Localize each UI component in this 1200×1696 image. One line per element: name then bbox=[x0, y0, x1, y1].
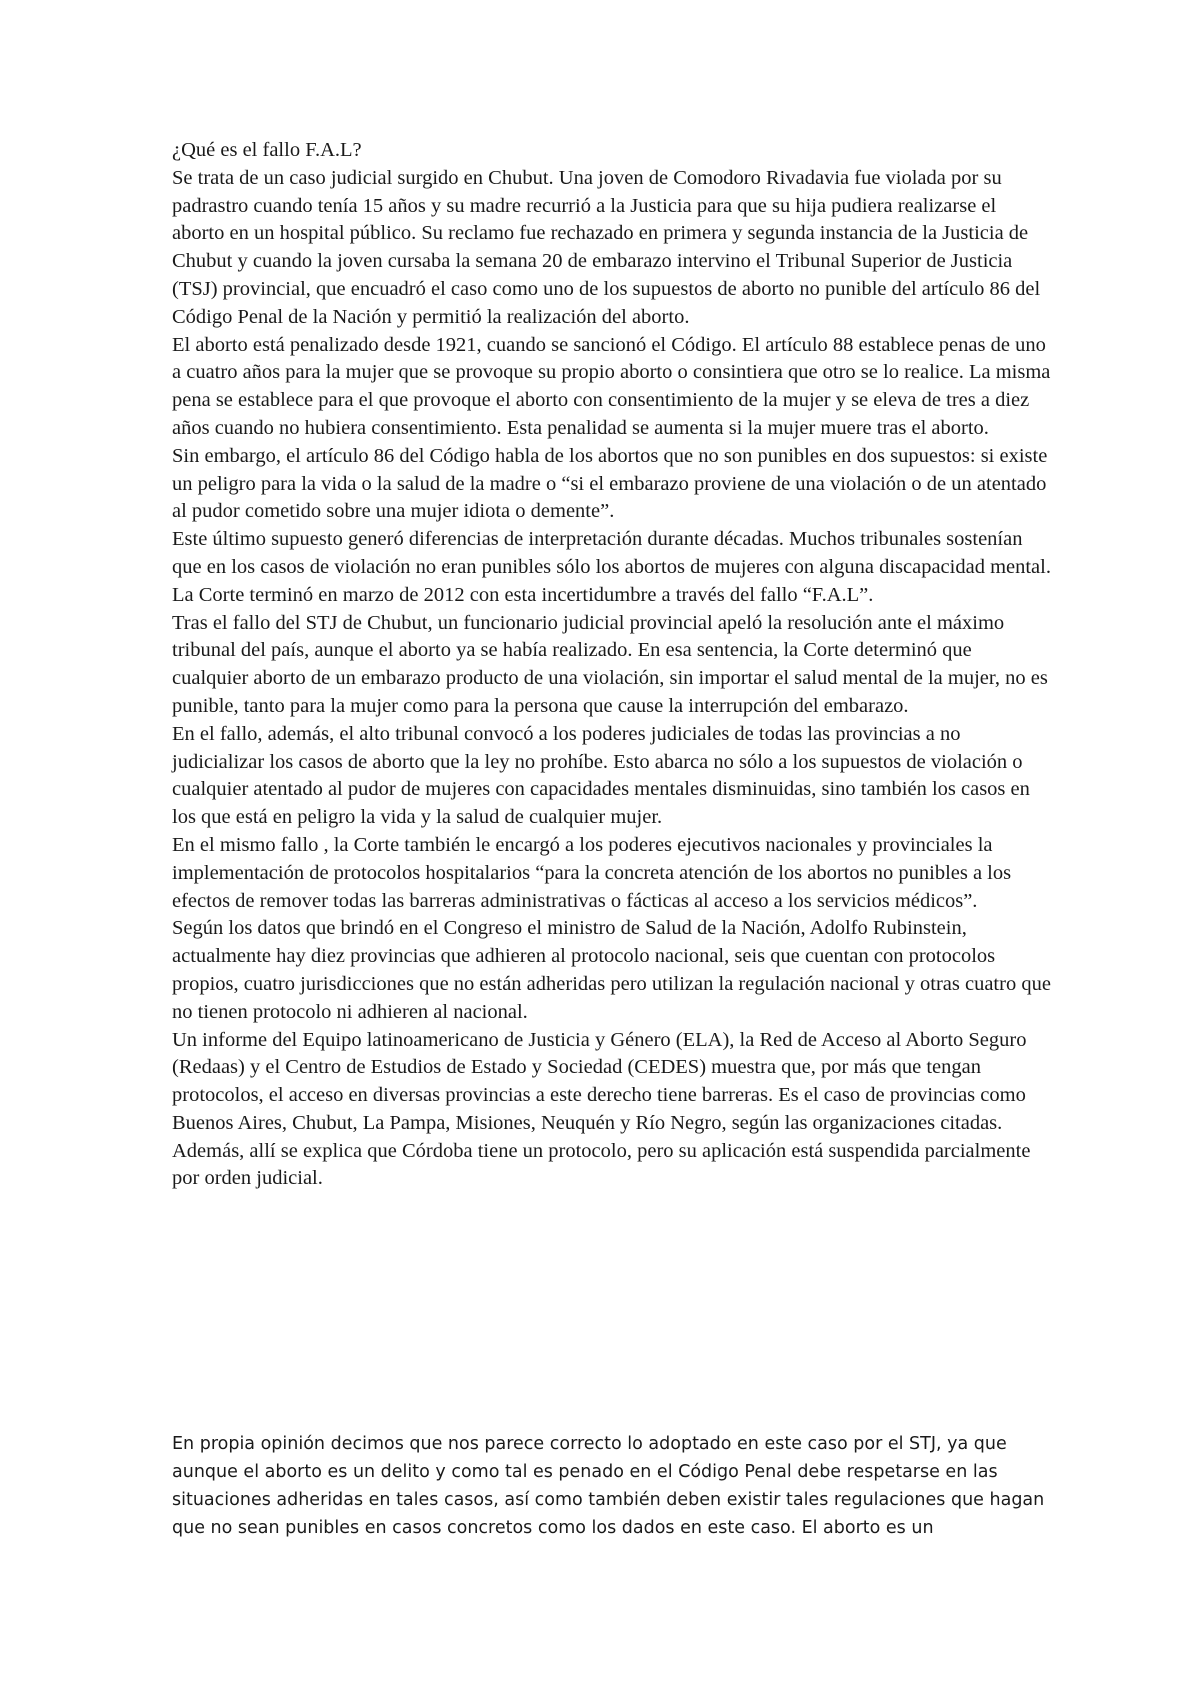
paragraph-report: Un informe del Equipo latinoamericano de Justicia y Género (ELA), la Red de Acceso al Aborto Seguro (Redaas) y el Centro de Estudios de Estado y Sociedad (CEDES) muestra que, por más que tengan protocolos, el acceso en diversas provincias a este derecho tiene barreras. Es el caso de provincias como Buenos Aires, Chubut, La Pampa, Misiones, Neuquén y Río Negro, según las organizaciones citadas. Además, allí se explica que Córdoba tiene un protocolo, pero su aplicación está suspendida parcialmente por orden judicial. bbox=[172, 1028, 1031, 1190]
paragraph-ministry-data: Según los datos que brindó en el Congreso el ministro de Salud de la Nación, Adolfo Rubinstein, actualmente hay diez provincias que adhieren al protocolo nacional, seis que cuentan con protocolos propios, cuatro jurisdicciones que no están adheridas pero utilizan la regulación nacional y otras cuatro que no tienen protocolo ni adhieren al nacional. bbox=[172, 917, 1051, 1023]
paragraph-case-summary: Se trata de un caso judicial surgido en Chubut. Una joven de Comodoro Rivadavia fue violada por su padrastro cuando tenía 15 años y su madre recurrió a la Justicia para que su hija pudiera realizarse el aborto en un hospital público. Su reclamo fue rechazado en primera y segunda instancia de la Justicia de Chubut y cuando la joven cursaba la semana 20 de embarazo intervino el Tribunal Superior de Justicia (TSJ) provincial, que encuadró el caso como uno de los supuestos de aborto no punible del artículo 86 del Código Penal de la Nación y permitió la realización del aborto. bbox=[172, 166, 1041, 328]
paragraph-interpretation: Este último supuesto generó diferencias de interpretación durante décadas. Muchos tribunales sostenían que en los casos de violación no eran punibles sólo los abortos de mujeres con alguna discapacidad mental. La Corte terminó en marzo de 2012 con esta incertidumbre a través del fallo “F.A.L”. bbox=[172, 528, 1051, 606]
paragraph-opinion: En propia opinión decimos que nos parece correcto lo adoptado en este caso por el STJ, ya que aunque el aborto es un delito y como tal es penado en el Código Penal debe respetarse en las situaciones adheridas en tales casos, así como también deben existir tales regulaciones que hagan que no sean punibles en casos concretos como los dados en este caso. El aborto es un bbox=[172, 1434, 1045, 1538]
paragraph-article-86: Sin embargo, el artículo 86 del Código habla de los abortos que no son punibles en dos supuestos: si existe un peligro para la vida o la salud de la madre o “si el embarazo proviene de una violación o de un atentado al pudor cometido sobre una mujer idiota o demente”. bbox=[172, 444, 1048, 523]
article-body bbox=[172, 137, 1052, 1193]
opinion-section bbox=[172, 1430, 1052, 1542]
paragraph-protocols: En el mismo fallo , la Corte también le encargó a los poderes ejecutivos nacionales y provinciales la implementación de protocolos hospitalarios “para la concreta atención de los abortos no punibles a los efectos de remover todas las barreras administrativas o fácticas al acceso a los servicios médicos”. bbox=[172, 833, 1012, 912]
paragraph-judicial-powers: En el fallo, además, el alto tribunal convocó a los poderes judiciales de todas las provincias a no judicializar los casos de aborto que la ley no prohíbe. Esto abarca no sólo a los supuestos de violación o cualquier atentado al pudor de mujeres con capacidades mentales disminuidas, sino también los casos en los que está en peligro la vida y la salud de cualquier mujer. bbox=[172, 722, 1030, 829]
document-title: ¿Qué es el fallo F.A.L? bbox=[172, 139, 362, 161]
paragraph-appeal: Tras el fallo del STJ de Chubut, un funcionario judicial provincial apeló la resolución ante el máximo tribunal del país, aunque el aborto ya se había realizado. En esa sentencia, la Corte determinó que cualquier aborto de un embarazo producto de una violación, sin importar el salud mental de la mujer, no es punible, tanto para la mujer como para la persona que cause la interrupción del embarazo. bbox=[172, 611, 1048, 717]
paragraph-penalization: El aborto está penalizado desde 1921, cuando se sancionó el Código. El artículo 88 establece penas de uno a cuatro años para la mujer que se provoque su propio aborto o consintiera que otro se lo realice. La misma pena se establece para el que provoque el aborto con consentimiento de la mujer y se eleva de tres a diez años cuando no hubiera consentimiento. Esta penalidad se aumenta si la mujer muere tras el aborto. bbox=[172, 333, 1051, 439]
